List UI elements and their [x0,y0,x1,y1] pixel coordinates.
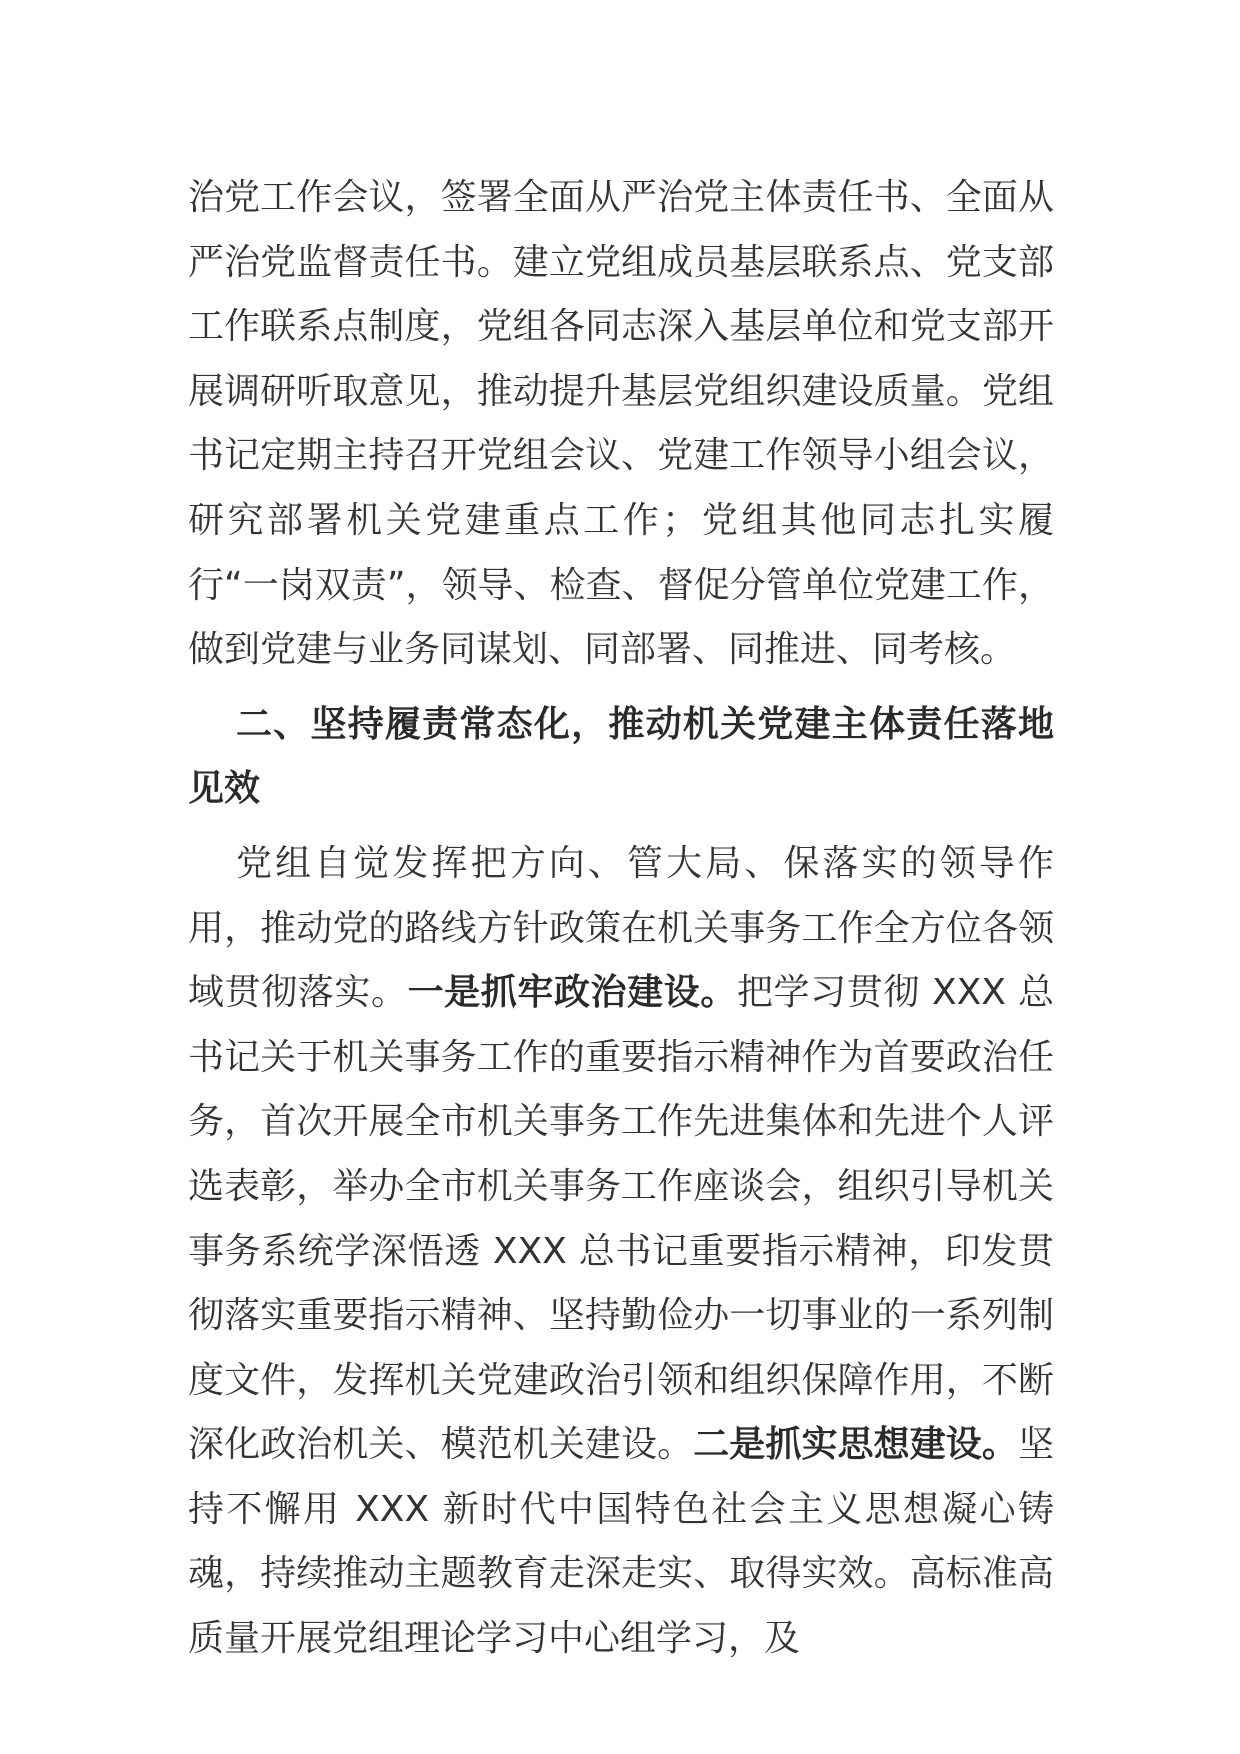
paragraph-continuation: 治党工作会议，签署全面从严治党主体责任书、全面从严治党监督责任书。建立党组成员基层联系点、党支部工作联系点制度，党组各同志深入基层单位和党支部开展调研听取意见，推动提升基层党组织建设质量。党组书记定期主持召开党组会议、党建工作领导小组会议，研究部署机关党建重点工作；党组其他同志扎实履行“一岗双责”，领导、检查、督促分管单位党建工作，做到党建与业务同谋划、同部署、同推进、同考核。 [188,177,1054,671]
paragraph-intro: 党组自觉发挥把方向、管大局、保落实的领导作用，推动党的路线方针政策在机关事务工作全方位各领域贯彻落实。 [188,842,1054,1014]
paragraph-section-2 [188,832,1054,1672]
point-1-title: 一是抓牢政治建设。 [407,972,737,1014]
document-page [188,166,1054,1672]
point-1-body: 把学习贯彻 XXX 总书记关于机关事务工作的重要指示精神作为首要政治任务，首次开展全市机关事务工作先进集体和先进个人评选表彰，举办全市机关事务工作座谈会，组织引导机关事务系统学深悟透 XXX 总书记重要指示精神，印发贯彻落实重要指示精神、坚持勤俭办一切事业的一系列制度文件，发挥机关党建政治引领和组织保障作用，不断深化政治机关、模范机关建设。 [188,972,1054,1466]
point-2-body: 坚持不懈用 XXX 新时代中国特色社会主义思想凝心铸魂，持续推动主题教育走深走实、取得实效。高标准高质量开展党组理论学习中心组学习，及 [188,1424,1054,1660]
point-2-title: 二是抓实思想建设。 [693,1424,1018,1466]
section-heading: 二、坚持履责常态化，推动机关党建主体责任落地见效 [188,703,1054,810]
